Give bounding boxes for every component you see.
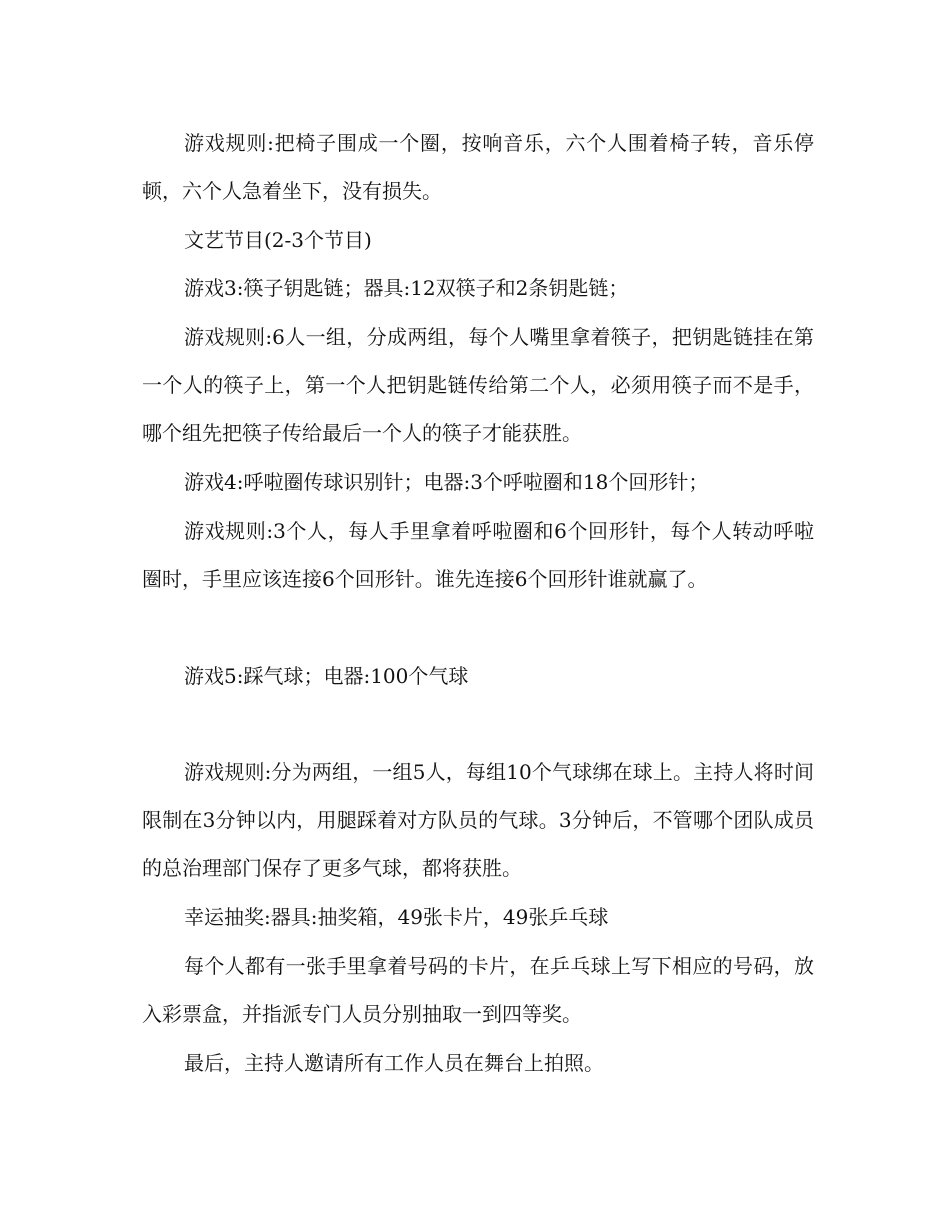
paragraph-game-3-title: 游戏3:筷子钥匙链；器具:12双筷子和2条钥匙链； <box>184 276 629 300</box>
paragraph-game-4-title: 游戏4:呼啦圈传球识别针；电器:3个呼啦圈和18个回形针； <box>184 470 709 494</box>
paragraph-lucky-draw-rules: 每个人都有一张手里拿着号码的卡片，在乒乓球上写下相应的号码，放入彩票盒，并指派专门人员分别抽取一到四等奖。 <box>142 954 814 1026</box>
paragraph-lucky-draw-title: 幸运抽奖:器具:抽奖箱，49张卡片，49张乒乓球 <box>184 905 609 929</box>
paragraph-game-4-rules: 游戏规则:3个人，每人手里拿着呼啦圈和6个回形针，每个人转动呼啦圈时，手里应该连接6个回形针。谁先连接6个回形针谁就赢了。 <box>142 519 814 591</box>
paragraph-game-5-rules: 游戏规则:分为两组，一组5人，每组10个气球绑在球上。主持人将时间限制在3分钟以内，用腿踩着对方队员的气球。3分钟后，不管哪个团队成员的总治理部门保存了更多气球，都将获胜。 <box>142 760 814 880</box>
paragraph-closing: 最后，主持人邀请所有工作人员在舞台上拍照。 <box>184 1051 604 1075</box>
paragraph-game-rules-chairs: 游戏规则:把椅子围成一个圈，按响音乐，六个人围着椅子转，音乐停顿，六个人急着坐下，没有损失。 <box>142 131 814 203</box>
paragraph-game-5-title: 游戏5:踩气球；电器:100个气球 <box>184 664 469 688</box>
paragraph-performances: 文艺节目(2-3个节目) <box>184 228 372 252</box>
paragraph-game-3-rules: 游戏规则:6人一组，分成两组，每个人嘴里拿着筷子，把钥匙链挂在第一个人的筷子上，第一个人把钥匙链传给第二个人，必须用筷子而不是手，哪个组先把筷子传给最后一个人的筷子才能获胜。 <box>142 325 814 445</box>
